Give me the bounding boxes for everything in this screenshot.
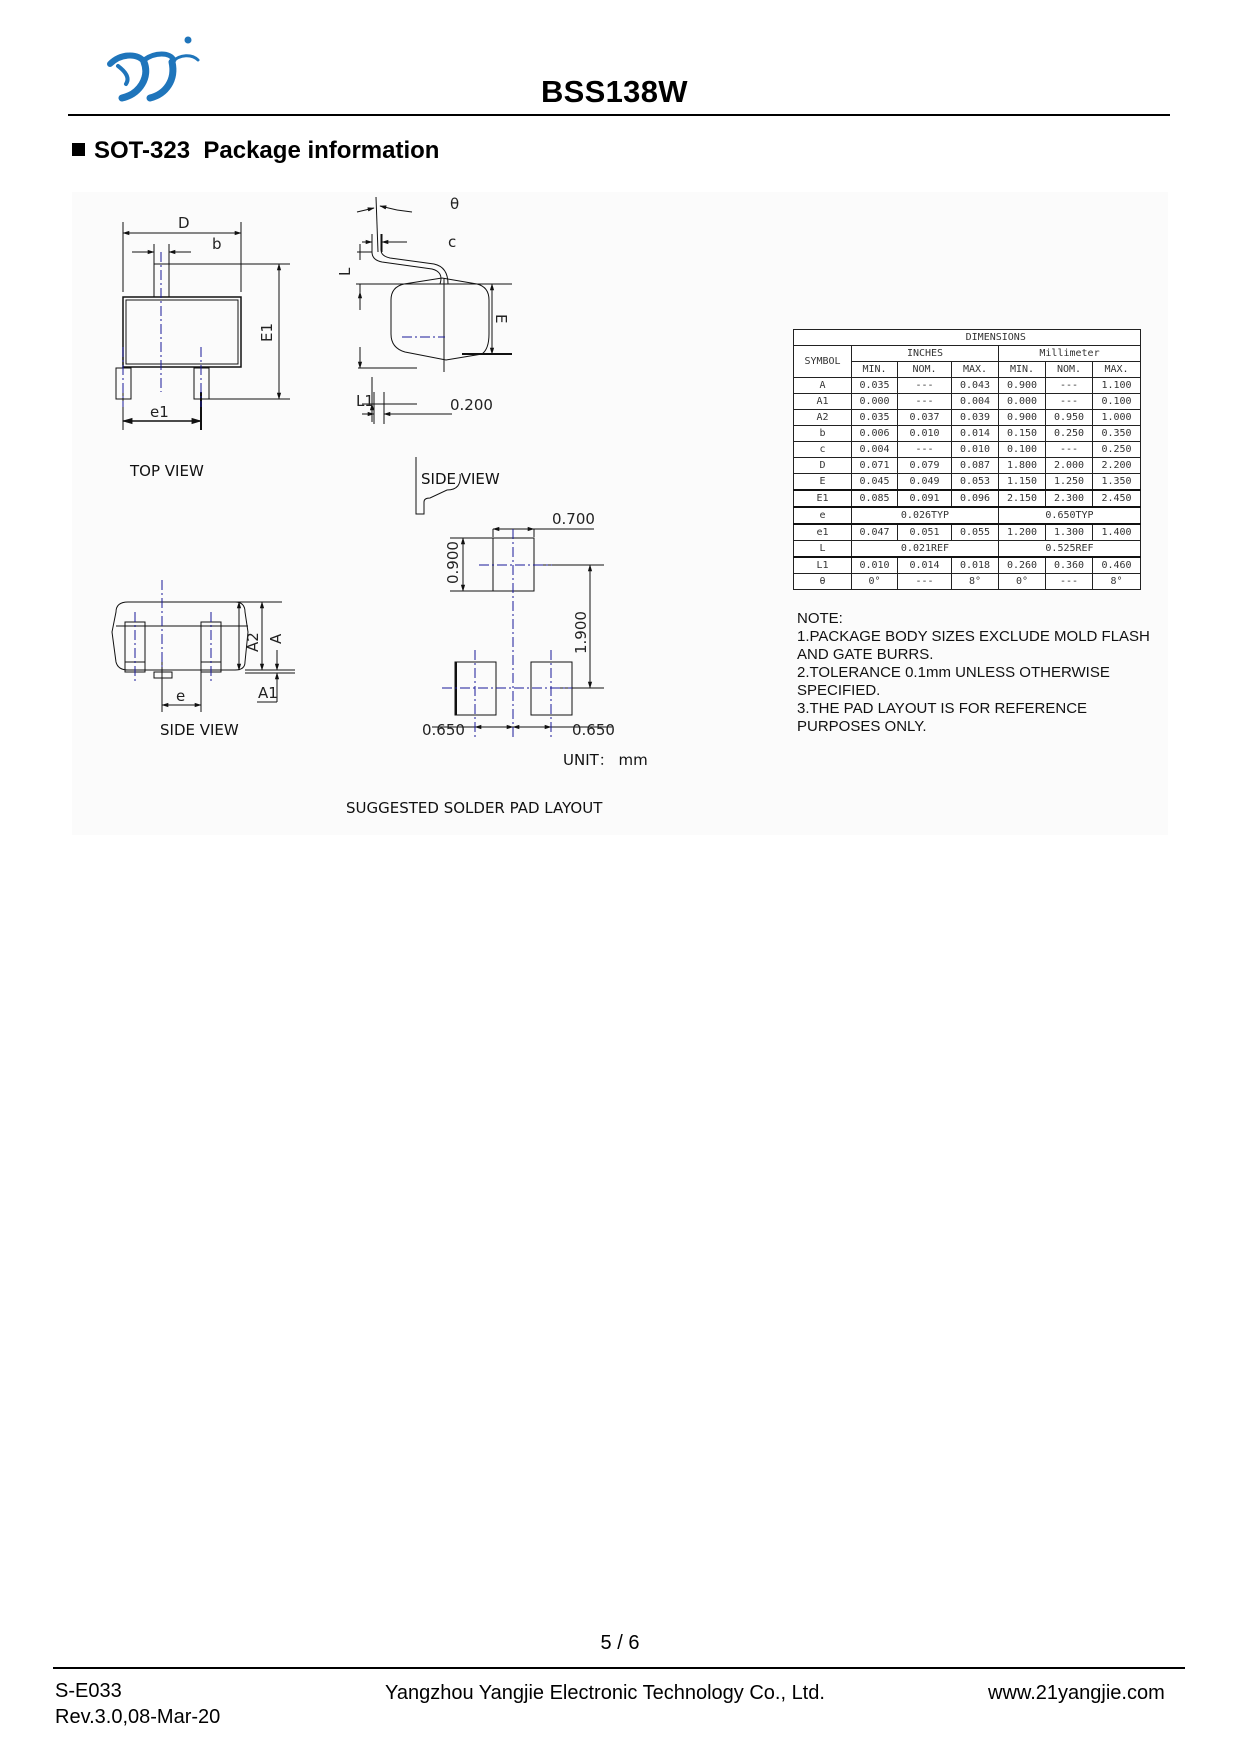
cell: --- bbox=[1046, 574, 1093, 590]
cell: 0.051 bbox=[898, 524, 952, 541]
cell: 1.150 bbox=[999, 474, 1046, 491]
cell: 0.037 bbox=[898, 410, 952, 426]
cell-symbol: θ bbox=[794, 574, 852, 590]
cell: 0.010 bbox=[852, 557, 898, 574]
cell: 0.018 bbox=[952, 557, 999, 574]
label-pad-width: 0.700 bbox=[552, 510, 595, 528]
label-A1: A1 bbox=[258, 684, 278, 702]
col-header-mm-max: MAX. bbox=[1093, 362, 1141, 378]
label-L: L bbox=[336, 267, 354, 276]
cell: 0.035 bbox=[852, 410, 898, 426]
col-header-in-min: MIN. bbox=[852, 362, 898, 378]
cell: 0.049 bbox=[898, 474, 952, 491]
cell: 2.000 bbox=[1046, 458, 1093, 474]
header-divider bbox=[68, 114, 1170, 116]
cell: 2.450 bbox=[1093, 490, 1141, 507]
table-row-e bbox=[794, 507, 1141, 524]
cell: 0.079 bbox=[898, 458, 952, 474]
label-A: A bbox=[267, 633, 285, 644]
label-b: b bbox=[212, 235, 222, 253]
symbol-header: SYMBOL bbox=[794, 346, 852, 378]
cell-symbol: e1 bbox=[794, 524, 852, 541]
cell: 0.100 bbox=[999, 442, 1046, 458]
cell: 1.800 bbox=[999, 458, 1046, 474]
footer-website: www.21yangjie.com bbox=[988, 1682, 1165, 1704]
note-line: AND GATE BURRS. bbox=[797, 646, 934, 663]
cell: 0.460 bbox=[1093, 557, 1141, 574]
label-E: E bbox=[492, 314, 510, 324]
table-row-E bbox=[794, 474, 1141, 491]
cell-symbol: L bbox=[794, 541, 852, 558]
cell: 0.043 bbox=[952, 378, 999, 394]
inches-header: INCHES bbox=[852, 346, 999, 362]
label-e: e bbox=[176, 687, 186, 705]
footer-revision: Rev.3.0,08-Mar-20 bbox=[55, 1706, 221, 1728]
cell-symbol: L1 bbox=[794, 557, 852, 574]
table-row-E1 bbox=[794, 490, 1141, 507]
cell: 0.010 bbox=[952, 442, 999, 458]
table-row-L1 bbox=[794, 557, 1141, 574]
cell: --- bbox=[1046, 442, 1093, 458]
cell: 0.047 bbox=[852, 524, 898, 541]
cell: --- bbox=[898, 378, 952, 394]
table-row-L bbox=[794, 541, 1141, 558]
cell: 1.300 bbox=[1046, 524, 1093, 541]
square-bullet-icon bbox=[72, 143, 85, 156]
cell: 0.900 bbox=[999, 378, 1046, 394]
caption-solder-pad-layout: SUGGESTED SOLDER PAD LAYOUT bbox=[346, 799, 603, 817]
cell: 2.300 bbox=[1046, 490, 1093, 507]
label-theta: θ bbox=[450, 195, 460, 213]
cell: 0.021REF bbox=[852, 541, 999, 558]
cell: 0.650TYP bbox=[999, 507, 1141, 524]
label-pad-pitch-left: 0.650 bbox=[422, 721, 465, 739]
cell: 0.004 bbox=[952, 394, 999, 410]
unit-label: UNIT： mm bbox=[563, 751, 648, 769]
footer-company: Yangzhou Yangjie Electronic Technology Co., Ltd. bbox=[385, 1682, 825, 1704]
cell: 0.039 bbox=[952, 410, 999, 426]
cell: 0.900 bbox=[999, 410, 1046, 426]
cell: 1.200 bbox=[999, 524, 1046, 541]
cell: 0.006 bbox=[852, 426, 898, 442]
cell: 0.096 bbox=[952, 490, 999, 507]
cell: --- bbox=[898, 442, 952, 458]
label-0.200: 0.200 bbox=[450, 396, 493, 414]
dimensions-table bbox=[793, 329, 1141, 590]
cell: 0.000 bbox=[999, 394, 1046, 410]
cell: 0° bbox=[999, 574, 1046, 590]
cell: 0.250 bbox=[1093, 442, 1141, 458]
cell: 0.035 bbox=[852, 378, 898, 394]
cell: 0.350 bbox=[1093, 426, 1141, 442]
cell: --- bbox=[898, 394, 952, 410]
col-header-mm-nom: NOM. bbox=[1046, 362, 1093, 378]
cell: 1.250 bbox=[1046, 474, 1093, 491]
cell: --- bbox=[1046, 394, 1093, 410]
label-c: c bbox=[448, 233, 457, 251]
section-title: SOT-323 Package information bbox=[94, 137, 440, 164]
caption-side-view-2: SIDE VIEW bbox=[160, 721, 239, 739]
cell: --- bbox=[898, 574, 952, 590]
cell-symbol: e bbox=[794, 507, 852, 524]
table-row-theta bbox=[794, 574, 1141, 590]
cell: 8° bbox=[1093, 574, 1141, 590]
cell: 0° bbox=[852, 574, 898, 590]
cell: 0.085 bbox=[852, 490, 898, 507]
cell: 0.091 bbox=[898, 490, 952, 507]
yangjie-logo-icon bbox=[100, 32, 205, 107]
label-L1: L1 bbox=[356, 392, 374, 410]
label-pad-pitch-vertical: 1.900 bbox=[572, 611, 590, 654]
cell: 0.525REF bbox=[999, 541, 1141, 558]
col-header-in-max: MAX. bbox=[952, 362, 999, 378]
cell: 0.250 bbox=[1046, 426, 1093, 442]
cell: 2.200 bbox=[1093, 458, 1141, 474]
col-header-in-nom: NOM. bbox=[898, 362, 952, 378]
cell: 0.004 bbox=[852, 442, 898, 458]
page-number: 5 / 6 bbox=[600, 1632, 640, 1654]
note-line: PURPOSES ONLY. bbox=[797, 718, 927, 735]
label-pad-height: 0.900 bbox=[444, 541, 462, 584]
cell: 0.087 bbox=[952, 458, 999, 474]
label-e1: e1 bbox=[150, 403, 169, 421]
table-row-c bbox=[794, 442, 1141, 458]
cell: 0.071 bbox=[852, 458, 898, 474]
cell: 0.260 bbox=[999, 557, 1046, 574]
caption-top-view: TOP VIEW bbox=[130, 462, 204, 480]
cell: 2.150 bbox=[999, 490, 1046, 507]
note-line: 2.TOLERANCE 0.1mm UNLESS OTHERWISE bbox=[797, 664, 1110, 681]
cell-symbol: D bbox=[794, 458, 852, 474]
cell: 0.045 bbox=[852, 474, 898, 491]
label-D: D bbox=[178, 214, 190, 232]
cell-symbol: E1 bbox=[794, 490, 852, 507]
part-number-title: BSS138W bbox=[541, 74, 688, 109]
cell: 0.950 bbox=[1046, 410, 1093, 426]
cell-symbol: c bbox=[794, 442, 852, 458]
label-E1: E1 bbox=[258, 322, 276, 342]
cell: 0.014 bbox=[898, 557, 952, 574]
cell: 0.014 bbox=[952, 426, 999, 442]
footer-doc-id: S-E033 bbox=[55, 1680, 122, 1702]
col-header-mm-min: MIN. bbox=[999, 362, 1046, 378]
note-line: SPECIFIED. bbox=[797, 682, 881, 699]
note-line: 1.PACKAGE BODY SIZES EXCLUDE MOLD FLASH bbox=[797, 628, 1150, 645]
section-heading bbox=[72, 137, 439, 165]
table-title: DIMENSIONS bbox=[852, 330, 1141, 346]
cell: 0.150 bbox=[999, 426, 1046, 442]
cell: 0.053 bbox=[952, 474, 999, 491]
cell: 0.000 bbox=[852, 394, 898, 410]
cell: --- bbox=[1046, 378, 1093, 394]
cell-symbol: E bbox=[794, 474, 852, 491]
cell-symbol: A2 bbox=[794, 410, 852, 426]
table-row-e1 bbox=[794, 524, 1141, 541]
cell: 1.400 bbox=[1093, 524, 1141, 541]
cell-symbol: A bbox=[794, 378, 852, 394]
table-row-D bbox=[794, 458, 1141, 474]
cell: 1.100 bbox=[1093, 378, 1141, 394]
cell: 0.055 bbox=[952, 524, 999, 541]
cell: 1.350 bbox=[1093, 474, 1141, 491]
cell: 0.010 bbox=[898, 426, 952, 442]
cell-symbol: b bbox=[794, 426, 852, 442]
cell: 1.000 bbox=[1093, 410, 1141, 426]
table-row-b bbox=[794, 426, 1141, 442]
caption-side-view-1: SIDE VIEW bbox=[421, 470, 500, 488]
table-row-A2 bbox=[794, 410, 1141, 426]
cell-symbol: A1 bbox=[794, 394, 852, 410]
cell: 0.360 bbox=[1046, 557, 1093, 574]
cell: 8° bbox=[952, 574, 999, 590]
notes-title: NOTE: bbox=[797, 610, 843, 627]
footer-divider bbox=[53, 1667, 1185, 1669]
label-A2: A2 bbox=[244, 632, 262, 652]
note-line: 3.THE PAD LAYOUT IS FOR REFERENCE bbox=[797, 700, 1088, 717]
table-row-A bbox=[794, 378, 1141, 394]
cell: 0.026TYP bbox=[852, 507, 999, 524]
notes-block bbox=[797, 610, 1150, 736]
label-pad-pitch-right: 0.650 bbox=[572, 721, 615, 739]
millimeter-header: Millimeter bbox=[999, 346, 1141, 362]
cell: 0.100 bbox=[1093, 394, 1141, 410]
table-row-A1 bbox=[794, 394, 1141, 410]
